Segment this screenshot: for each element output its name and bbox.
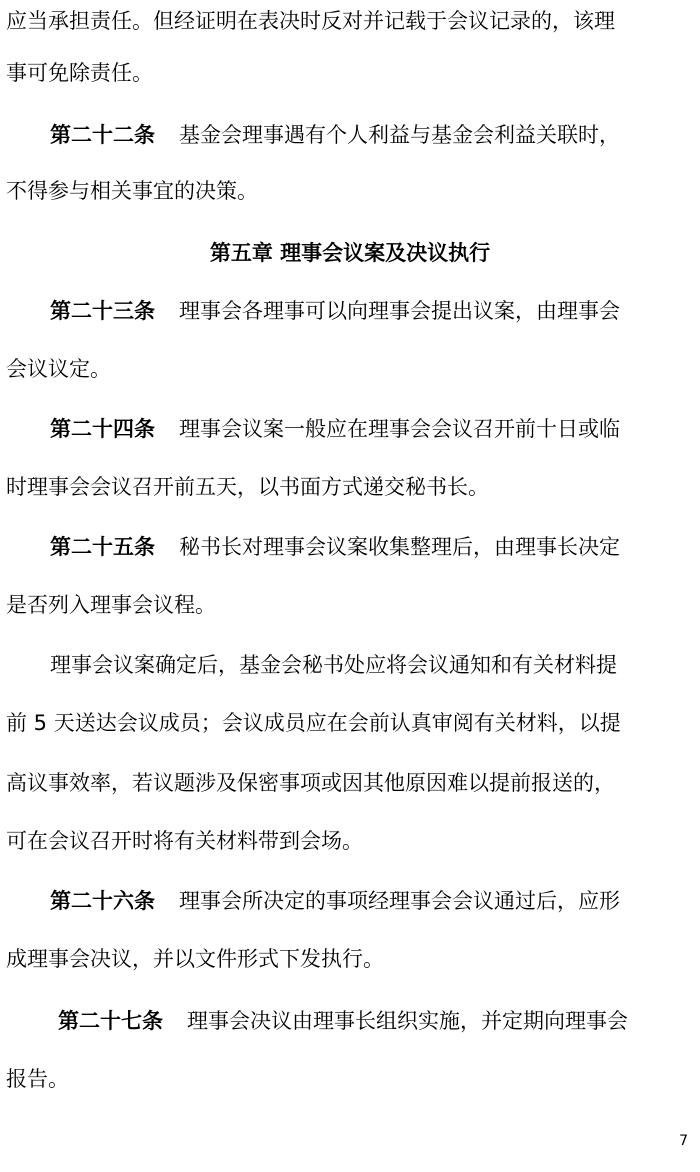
chapter-heading: 第五章 理事会议案及决议执行 (209, 241, 491, 265)
text-line: 成理事会决议，并以文件形式下发执行。 (6, 947, 384, 971)
article-22 (50, 120, 680, 150)
text-line: 可在会议召开时将有关材料带到会场。 (6, 829, 363, 853)
article-25 (50, 532, 680, 562)
text-line: 事可免除责任。 (6, 61, 153, 85)
text-line: 前 5 天送达会议成员；会议成员应在会前认真审阅有关材料，以提 (6, 711, 621, 735)
article-24 (50, 414, 680, 444)
article-number: 第二十七条 (58, 1009, 163, 1033)
article-text: 理事会议案一般应在理事会会议召开前十日或临 (179, 417, 620, 441)
article-number: 第二十五条 (50, 535, 155, 559)
article-23 (50, 296, 680, 326)
text-line: 报告。 (6, 1067, 69, 1091)
article-number: 第二十二条 (50, 123, 155, 147)
text-line: 时理事会会议召开前五天，以书面方式递交秘书长。 (6, 475, 489, 499)
article-text: 理事会决议由理事长组织实施，并定期向理事会 (187, 1009, 628, 1033)
text-line: 会议议定。 (6, 357, 111, 381)
article-text: 秘书长对理事会议案收集整理后，由理事长决定 (179, 535, 620, 559)
text-line: 是否列入理事会议程。 (6, 593, 216, 617)
text-line: 高议事效率，若议题涉及保密事项或因其他原因难以提前报送的， (6, 771, 615, 795)
text-line: 理事会议案确定后，基金会秘书处应将会议通知和有关材料提 (50, 653, 617, 677)
article-number: 第二十三条 (50, 299, 155, 323)
article-text: 基金会理事遇有个人利益与基金会利益关联时， (179, 123, 620, 147)
article-text: 理事会各理事可以向理事会提出议案，由理事会 (179, 299, 620, 323)
article-26 (50, 886, 680, 916)
page-number: 7 (679, 1133, 688, 1149)
article-number: 第二十六条 (50, 889, 155, 913)
text-line: 不得参与相关事宜的决策。 (6, 179, 258, 203)
article-text: 理事会所决定的事项经理事会会议通过后，应形 (179, 889, 620, 913)
article-27 (58, 1006, 680, 1036)
article-number: 第二十四条 (50, 417, 155, 441)
text-line: 应当承担责任。但经证明在表决时反对并记载于会议记录的，该理 (6, 9, 615, 33)
